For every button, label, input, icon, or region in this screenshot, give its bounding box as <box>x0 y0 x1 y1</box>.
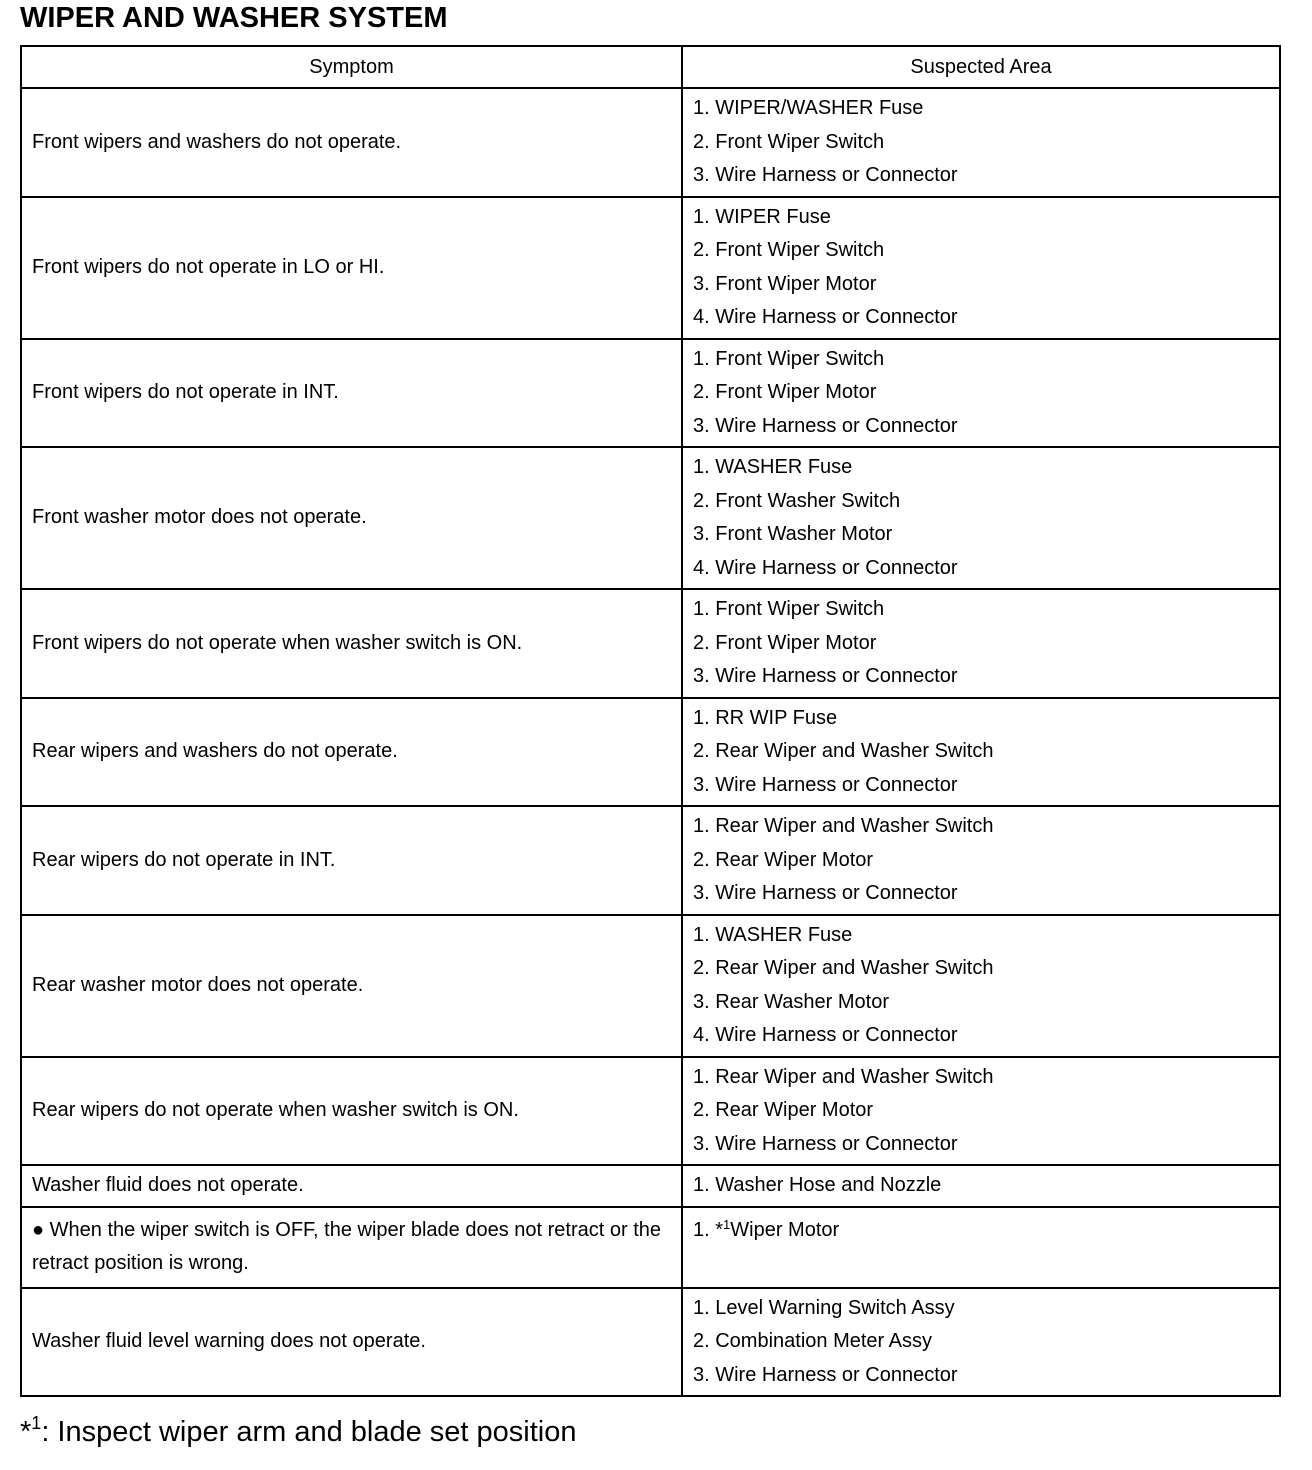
area-item: 2. Rear Wiper and Washer Switch <box>693 740 994 762</box>
area-item: 3. Front Wiper Motor <box>693 272 877 295</box>
area-item: 4. Wire Harness or Connector <box>693 556 958 579</box>
area-item <box>693 1214 1269 1248</box>
area-item: 2. Front Wiper Motor <box>693 381 877 403</box>
table-row <box>21 915 1280 1057</box>
symptom-cell: Rear washer motor does not operate. <box>21 915 682 1057</box>
area-item: 3. Front Washer Motor <box>693 523 893 545</box>
area-item: 3. Rear Washer Motor <box>693 990 889 1013</box>
suspected-area-cell <box>682 1165 1280 1207</box>
area-prefix: 1. * <box>693 1218 724 1241</box>
area-item: 1. Front Wiper Switch <box>693 347 885 370</box>
area-item: 1. Rear Wiper and Washer Switch <box>693 815 994 837</box>
area-item: 3. Wire Harness or Connector <box>693 414 958 437</box>
symptom-cell: ● When the wiper switch is OFF, the wiper blade does not retract or the retract position is wrong. <box>21 1207 682 1288</box>
area-item: 2. Front Washer Switch <box>693 489 901 512</box>
symptom-cell: Front wipers do not operate in INT. <box>21 339 682 448</box>
suspected-area-cell <box>682 1288 1280 1397</box>
area-item: 1. WASHER Fuse <box>693 923 853 946</box>
area-item: 1. Washer Hose and Nozzle <box>693 1174 942 1196</box>
table-row <box>21 447 1280 589</box>
area-item: 2. Rear Wiper and Washer Switch <box>693 957 994 979</box>
area-item: 3. Wire Harness or Connector <box>693 1363 958 1386</box>
suspected-area-cell <box>682 806 1280 915</box>
area-item: 1. WIPER/WASHER Fuse <box>693 97 924 119</box>
table-row <box>21 88 1280 197</box>
symptom-cell: Rear wipers do not operate when washer switch is ON. <box>21 1057 682 1166</box>
suspected-area-cell <box>682 197 1280 339</box>
suspected-area-cell <box>682 698 1280 807</box>
area-item: 1. RR WIP Fuse <box>693 706 838 729</box>
symptom-cell: Rear wipers do not operate in INT. <box>21 806 682 915</box>
table-row <box>21 339 1280 448</box>
footnote-number: 1 <box>31 1413 42 1433</box>
area-item: 2. Rear Wiper Motor <box>693 848 874 871</box>
area-item: 3. Wire Harness or Connector <box>693 773 958 796</box>
area-item: 2. Front Wiper Switch <box>693 239 885 261</box>
area-item: 1. Front Wiper Switch <box>693 598 885 620</box>
suspected-area-cell <box>682 88 1280 197</box>
suspected-area-cell <box>682 915 1280 1057</box>
symptom-cell: Rear wipers and washers do not operate. <box>21 698 682 807</box>
table-row <box>21 1057 1280 1166</box>
suspected-area-cell <box>682 1057 1280 1166</box>
symptom-cell: Front wipers do not operate when washer switch is ON. <box>21 589 682 698</box>
footnote <box>20 1413 577 1449</box>
table-row <box>21 806 1280 915</box>
area-item: 4. Wire Harness or Connector <box>693 306 958 328</box>
area-item: 2. Rear Wiper Motor <box>693 1099 874 1121</box>
symptom-cell: Washer fluid level warning does not operate. <box>21 1288 682 1397</box>
table-row <box>21 197 1280 339</box>
table-row <box>21 698 1280 807</box>
area-item: 3. Wire Harness or Connector <box>693 164 958 186</box>
footnote-ref: 1 <box>723 1216 731 1232</box>
symptom-cell: Washer fluid does not operate. <box>21 1165 682 1207</box>
area-text: Wiper Motor <box>730 1218 840 1241</box>
table-header-row <box>21 46 1280 88</box>
header-symptom: Symptom <box>21 46 682 88</box>
symptom-cell: Front wipers do not operate in LO or HI. <box>21 197 682 339</box>
symptom-cell: Front washer motor does not operate. <box>21 447 682 589</box>
table-row <box>21 1165 1280 1207</box>
page-title: WIPER AND WASHER SYSTEM <box>20 2 448 34</box>
diagnosis-table <box>20 45 1281 1397</box>
area-item: 3. Wire Harness or Connector <box>693 882 958 904</box>
area-item: 2. Front Wiper Switch <box>693 130 885 153</box>
area-item: 2. Front Wiper Motor <box>693 631 877 654</box>
header-suspected-area: Suspected Area <box>682 46 1280 88</box>
area-item: 4. Wire Harness or Connector <box>693 1024 958 1046</box>
symptom-cell: Front wipers and washers do not operate. <box>21 88 682 197</box>
area-item: 3. Wire Harness or Connector <box>693 665 958 687</box>
area-item: 1. WIPER Fuse <box>693 205 831 228</box>
suspected-area-cell <box>682 589 1280 698</box>
area-item: 1. Rear Wiper and Washer Switch <box>693 1065 994 1088</box>
area-item: 3. Wire Harness or Connector <box>693 1132 958 1155</box>
suspected-area-cell <box>682 447 1280 589</box>
suspected-area-cell <box>682 339 1280 448</box>
table-row <box>21 589 1280 698</box>
area-item: 2. Combination Meter Assy <box>693 1330 932 1352</box>
area-item: 1. WASHER Fuse <box>693 456 853 478</box>
suspected-area-cell <box>682 1207 1280 1288</box>
area-item: 1. Level Warning Switch Assy <box>693 1296 955 1319</box>
footnote-text: : Inspect wiper arm and blade set position <box>41 1416 577 1448</box>
table-row <box>21 1207 1280 1288</box>
footnote-marker: * <box>20 1416 32 1448</box>
table-row <box>21 1288 1280 1397</box>
